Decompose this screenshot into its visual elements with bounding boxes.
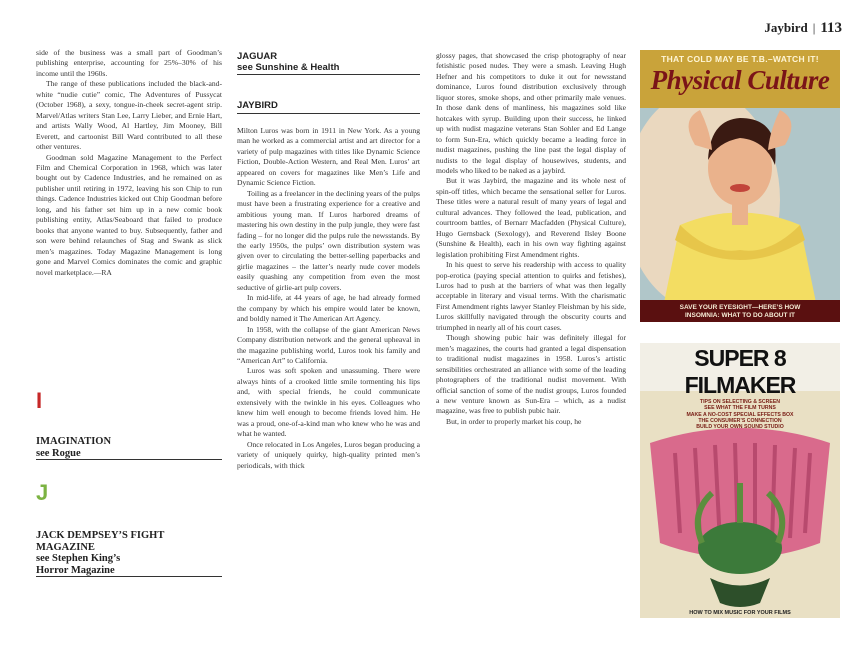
- cover-headline: BUILD YOUR OWN SOUND STUDIO: [696, 424, 784, 431]
- column-3: [436, 51, 626, 427]
- cover-foot-line-2: INSOMNIA: WHAT TO DO ABOUT IT: [684, 312, 795, 319]
- col2-paragraph: Toiling as a freelancer in the declining years of the pulps must have been a frustrating experience for a creative and ambitious young man. If Luros harbored dreams of mastering his own destiny in the pulp jungle, they were fast fading – for no longer did the pulps rule the newsstands. By the early 1950s, the pulps’ own distribution system was given over to circulating the better-selling paperbacks and girlie magazines – the latter’s nearly nude cover models easily quashing any competition from even the most seductive of girlie-art pulp covers.: [237, 188, 420, 292]
- cover-foot-line-1: SAVE YOUR EYESIGHT—HERE’S HOW: [679, 304, 801, 311]
- col2-paragraph: Luros was soft spoken and unassuming. There were always hints of a crooked little smile tormenting his lips and, with special friends, he could communicate extensively with the twinkle in his eyes. Colleagues who knew him well enough to become friends loved him. He was a proud, one-of-a-kind man who knew who he was and what he wanted.: [237, 366, 420, 439]
- col2-paragraph: Milton Luros was born in 1911 in New York. As a young man he worked as a commercial artist and art director for a variety of pulp magazines with titles like Dynamic Science Fiction, Double-Action Western, and Real Men. Luros’ art appeared on covers for magazines like Men’s Life and Dynamic Science Fiction.: [237, 126, 420, 188]
- imagination-title: IMAGINATION: [36, 436, 112, 447]
- cover-bottom-line: HOW TO MIX MUSIC FOR YOUR FILMS: [689, 610, 791, 616]
- cover-headline: SEE WHAT THE FILM TURNS: [704, 405, 776, 412]
- header-separator: |: [812, 20, 816, 35]
- col1-paragraph: Goodman sold Magazine Management to the Perfect Film and Chemical Corporation in 1968, which was later bought out by Cadence Industries, and he remained on as publisher until retiring in 1972, leaving his son Chip to run things. Cadence Industries kicked out Chip Goodman before long, and his father set him up in a new comic book publishing entity, Atlas/Seaboard that failed to produce books that anyone wanted to buy. Subsequently, father and son were behind relaunches of Stag and Swank as slick men’s magazines. Today Magazine Management is long gone and Marvel Comics dominates the comic and graphic novel marketplace.—RA: [36, 152, 222, 277]
- col1-paragraph: The range of these publications included the black-and-white “nudie cutie” comic, The Adventures of Pussycat (October 1968), a sexy, tongue-in-cheek secret-agent strip. Marvel/Atlas writers Stan Lee, Larry Lieber, and Ernie Hart, and artists Wally Wood, Al Hartley, Jim Mooney, Bill Everett, and cartoonist Bill Ward contributed to all these other ventures.: [36, 79, 222, 152]
- dempsey-title-1: JACK DEMPSEY’S FIGHT: [36, 530, 165, 541]
- section-title: Jaybird: [764, 20, 808, 35]
- cover-top-strip: THAT COLD MAY BE T.B.–WATCH IT!: [661, 54, 819, 64]
- entry-jaybird: [237, 100, 420, 114]
- col1-paragraph: side of the business was a small part of Goodman’s publishing enterprise, accounting for 25%–30% of his income until the 1960s.: [36, 48, 222, 78]
- letter-i-marker: I: [36, 388, 43, 413]
- cover-footer-text: [640, 304, 840, 320]
- super8-filmaker-cover: [640, 343, 840, 618]
- col3-paragraph: glossy pages, that showcased the crisp photography of near fetishistic posed nudes. They were a smash. Leaving Hugh Hefner and his competitors to duke it out for newsstand dominance, Luros found distribution exclusively through liquor stores, smoke shops, and other primarily male venues. In those dank dens of manliness, his magazines sold like hotcakes with syrup. Building upon their success, he linked up with nudist magazine veterans Stan Sohler and Ed Lange to form Sun-Era, which quickly became a leading force in nudist magazines, pushing the line past the legal display of nudists to the legal display of housewives, students, and models who liked to be naked as a jaybird.: [436, 51, 626, 175]
- dempsey-see-2: Horror Magazine: [36, 565, 222, 578]
- col2-paragraph: In mid-life, at 44 years of age, he had already formed the company by which his empire would later be known, and boldly named it The American Art Agency.: [237, 293, 420, 324]
- cover-headlines: [640, 399, 840, 430]
- col3-paragraph: But it was Jaybird, the magazine and its whole nest of spin-off titles, which became the sensational seller for Luros. These titles were a natural result of many years of legal and cultural advances. They followed the lead, publication, and courtroom battles, of Bernarr Macfadden (Physical Culture), Hugo Gernsback (Sexology), and Reverend Ilsley Boone (Sunshine & Health), each in his own way fighting against legislation prohibiting First Amendment rights.: [436, 176, 626, 259]
- col3-paragraph: In his quest to serve his readership with access to quality pop-erotica (paying special attention to quirks and fetishes), Luros had to push at the barriers of what was then legally acceptable in literary and visual terms. With the charismatic First Amendment rights lawyer Stanley Fleishman by his side, Luros skillfully navigated through the obscurity courts and triumphed in nearly all of his court cases.: [436, 260, 626, 332]
- cover-title: SUPER 8 FILMAKER: [684, 345, 796, 398]
- running-head: [764, 20, 842, 37]
- col3-paragraph: Though showing pubic hair was definitely illegal for men’s magazines, the courts had granted a legal dispensation to traditional nudist magazines in 1958. Luros’s artistic sensibilities orchestrated an alliance with some of the leading photographers of the traditional nudist movement. With official sanction of some of the nudist groups, Luros founded a new venture known as Sun-Era – which, as a nudist magazine, was free to publish pubic hair.: [436, 333, 626, 416]
- jaguar-title: JAGUAR: [237, 51, 278, 62]
- cover-title: Physical Culture: [650, 65, 830, 95]
- entry-jack-dempsey: [36, 530, 222, 577]
- cover-headline: TIPS ON SELECTING & SCREEN: [699, 399, 781, 405]
- col3-paragraph: But, in order to properly market his coup, he: [446, 416, 582, 426]
- jaguar-see: see Sunshine & Health: [237, 62, 420, 75]
- dempsey-title-2: MAGAZINE: [36, 541, 95, 553]
- divider: [36, 448, 222, 461]
- letter-j-marker: J: [36, 480, 49, 505]
- physical-culture-cover: [640, 50, 840, 322]
- cover-headline: THE CONSUMER’S CONNECTION: [698, 417, 782, 424]
- col2-paragraph: Once relocated in Los Angeles, Luros began producing a variety of uniquely quirky, high-quality printed men’s periodicals, with thick: [237, 439, 420, 470]
- column-2: [237, 126, 420, 471]
- jaybird-title: JAYBIRD: [237, 100, 420, 114]
- page-number: 113: [820, 20, 842, 36]
- cover-headline: MAKE A NO-COST SPECIAL EFFECTS BOX: [686, 411, 794, 418]
- column-1: [36, 48, 222, 278]
- col2-paragraph: In 1958, with the collapse of the giant American News Company distribution network and the general upheaval in the magazine publishing world, Luros took his family and “American Art” to California.: [237, 324, 420, 365]
- imagination-see: see Rogue: [36, 447, 81, 459]
- dempsey-see-1: see Stephen King’s: [36, 553, 121, 564]
- entry-jaguar: [237, 51, 420, 75]
- entry-imagination: [36, 436, 222, 460]
